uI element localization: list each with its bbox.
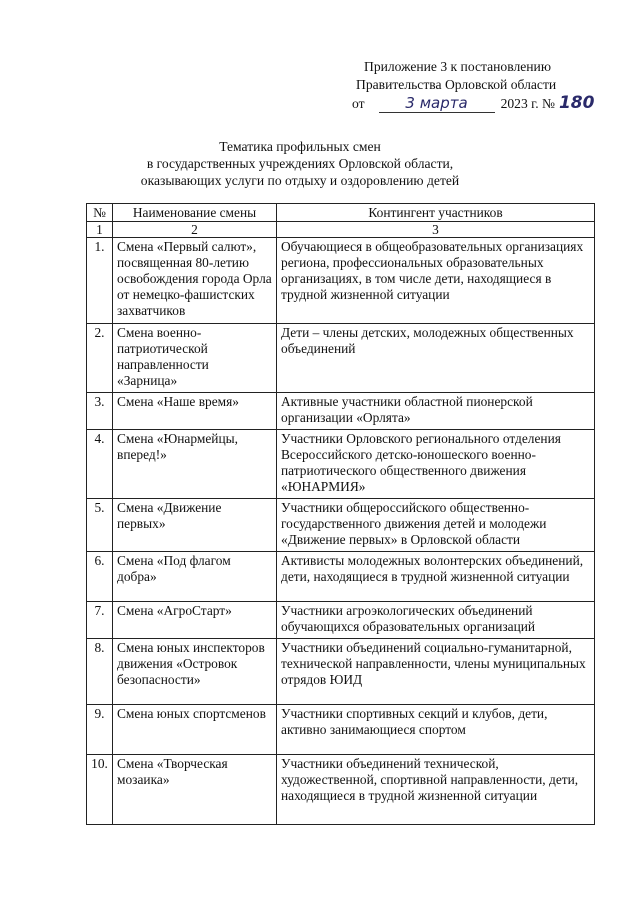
from-label: от: [352, 96, 365, 111]
shifts-table: [86, 203, 595, 825]
column-number-1: 1: [87, 222, 113, 238]
participants: Активные участники областной пионерской организации «Орлята»: [277, 393, 595, 430]
row-number: 2.: [87, 324, 113, 393]
table-row: [87, 755, 595, 825]
table-row: [87, 393, 595, 430]
shift-name: Смена «Под флагом добра»: [113, 552, 277, 602]
appendix-header: [352, 58, 612, 113]
header-participants: Контингент участников: [277, 204, 595, 222]
table-row: [87, 639, 595, 705]
participants: Участники общероссийского общественно-государственного движения детей и молодежи «Движение первых» в Орловской области: [277, 499, 595, 552]
table-column-number-row: [87, 222, 595, 238]
table-row: [87, 324, 595, 393]
participants: Дети – члены детских, молодежных общественных объединений: [277, 324, 595, 393]
handwritten-date: 3 марта: [379, 94, 495, 113]
table-row: [87, 552, 595, 602]
row-number: 7.: [87, 602, 113, 639]
row-number: 5.: [87, 499, 113, 552]
column-number-3: 3: [277, 222, 595, 238]
shift-name: Смена «Первый салют», посвященная 80-летию освобождения города Орла от немецко-фашистских захватчиков: [113, 238, 277, 324]
shift-name: Смена «АгроСтарт»: [113, 602, 277, 639]
header-shift-name: Наименование смены: [113, 204, 277, 222]
shift-name: Смена «Движение первых»: [113, 499, 277, 552]
row-number: 9.: [87, 705, 113, 755]
shift-name: Смена «Наше время»: [113, 393, 277, 430]
row-number: 3.: [87, 393, 113, 430]
table-row: [87, 430, 595, 499]
row-number: 1.: [87, 238, 113, 324]
row-number: 6.: [87, 552, 113, 602]
participants: Участники объединений социально-гуманитарной, технической направленности, члены муниципальных отрядов ЮИД: [277, 639, 595, 705]
title-line-1: Тематика профильных смен: [219, 139, 381, 154]
participants: Обучающиеся в общеобразовательных организациях региона, профессиональных образовательных организациях, в том числе дети, находящиеся в трудной жизненной ситуации: [277, 238, 595, 324]
row-number: 10.: [87, 755, 113, 825]
participants: Участники Орловского регионального отделения Всероссийского детско-юношеского военно-патриотического общественного движения «ЮНАРМИЯ»: [277, 430, 595, 499]
shift-name: Смена «Юнармейцы, вперед!»: [113, 430, 277, 499]
participants: Участники объединений технической, художественной, спортивной направленности, дети, находящиеся в трудной жизненной ситуации: [277, 755, 595, 825]
title-line-3: оказывающих услуги по отдыху и оздоровлению детей: [140, 173, 460, 188]
appendix-line-1: Приложение 3 к постановлению: [364, 59, 551, 74]
year-label: 2023 г. №: [500, 96, 555, 111]
shift-name: Смена юных спортсменов: [113, 705, 277, 755]
table-row: [87, 499, 595, 552]
shift-name: Смена юных инспекторов движения «Островок безопасности»: [113, 639, 277, 705]
table-header-row: [87, 204, 595, 222]
column-number-2: 2: [113, 222, 277, 238]
appendix-line-2: Правительства Орловской области: [356, 77, 557, 92]
participants: Активисты молодежных волонтерских объединений, дети, находящиеся в трудной жизненной ситуации: [277, 552, 595, 602]
document-title: [100, 138, 500, 189]
header-number: №: [87, 204, 113, 222]
table-row: [87, 705, 595, 755]
table-row: [87, 602, 595, 639]
participants: Участники спортивных секций и клубов, дети, активно занимающиеся спортом: [277, 705, 595, 755]
appendix-date-line: [352, 94, 612, 113]
shift-name: Смена военно-патриотической направленности «Зарница»: [113, 324, 277, 393]
table-row: [87, 238, 595, 324]
participants: Участники агроэкологических объединений обучающихся образовательных организаций: [277, 602, 595, 639]
title-line-2: в государственных учреждениях Орловской области,: [146, 156, 454, 171]
row-number: 4.: [87, 430, 113, 499]
shift-name: Смена «Творческая мозаика»: [113, 755, 277, 825]
handwritten-number: 180: [558, 93, 595, 113]
row-number: 8.: [87, 639, 113, 705]
